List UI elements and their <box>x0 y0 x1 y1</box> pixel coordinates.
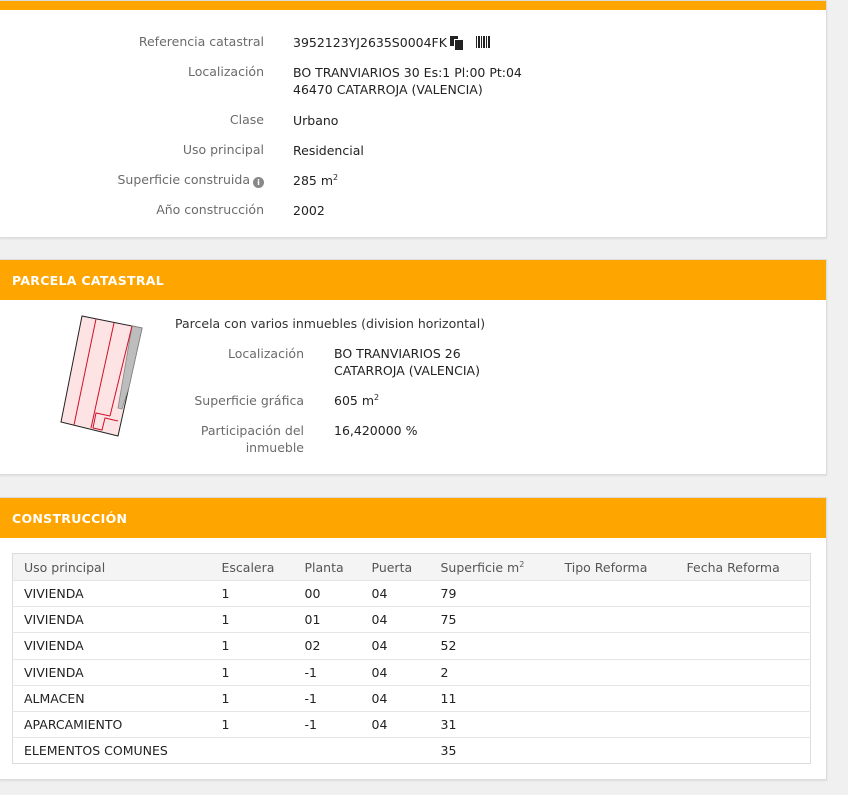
construccion-title: CONSTRUCCIÓN <box>0 498 826 538</box>
cell-escalera: 1 <box>211 607 294 633</box>
cell-planta: 01 <box>294 607 361 633</box>
cell-planta: -1 <box>294 685 361 711</box>
construccion-table <box>12 553 811 764</box>
cell-escalera: 1 <box>211 685 294 711</box>
cell-superficie: 11 <box>430 685 554 711</box>
superficie-label-row <box>0 172 264 188</box>
participacion-label-2: inmueble <box>245 440 304 455</box>
cell-fecha-reforma <box>676 711 811 737</box>
table-row <box>13 711 811 737</box>
table-row <box>13 633 811 659</box>
cell-tipo-reforma <box>554 633 676 659</box>
table-row <box>13 659 811 685</box>
cell-superficie: 31 <box>430 711 554 737</box>
header-tipo-reforma: Tipo Reforma <box>554 554 676 581</box>
cell-fecha-reforma <box>676 659 811 685</box>
parcela-panel <box>0 259 827 475</box>
parcela-superficie-label: Superficie gráfica <box>194 393 304 408</box>
cell-uso: VIVIENDA <box>13 659 211 685</box>
cell-tipo-reforma <box>554 607 676 633</box>
participacion-value: 16,420000 % <box>334 423 418 438</box>
parcela-localizacion-value <box>334 345 480 379</box>
cell-fecha-reforma <box>676 685 811 711</box>
referencia-value: 3952123YJ2635S0004FK <box>293 35 447 50</box>
cell-tipo-reforma <box>554 581 676 607</box>
superficie-sup: 2 <box>333 172 339 182</box>
panel-top-bar <box>0 1 826 10</box>
cell-puerta <box>361 738 430 764</box>
cell-tipo-reforma <box>554 685 676 711</box>
clase-label: Clase <box>229 112 264 127</box>
cell-superficie: 79 <box>430 581 554 607</box>
cell-planta: 00 <box>294 581 361 607</box>
cell-puerta: 04 <box>361 685 430 711</box>
cell-uso: ALMACEN <box>13 685 211 711</box>
cell-escalera <box>211 738 294 764</box>
barcode-icon[interactable] <box>476 36 490 48</box>
anio-label: Año construcción <box>156 202 264 217</box>
cell-escalera: 1 <box>211 581 294 607</box>
cell-uso: ELEMENTOS COMUNES <box>13 738 211 764</box>
anio-value: 2002 <box>293 203 325 218</box>
parcela-localizacion-line1: BO TRANVIARIOS 26 <box>334 346 461 361</box>
uso-value: Residencial <box>293 143 364 158</box>
table-row <box>13 738 811 764</box>
cell-escalera: 1 <box>211 633 294 659</box>
table-header-row <box>13 554 811 581</box>
cell-puerta: 04 <box>361 633 430 659</box>
cell-puerta: 04 <box>361 607 430 633</box>
participacion-label <box>0 422 304 456</box>
cell-fecha-reforma <box>676 607 811 633</box>
cell-escalera: 1 <box>211 711 294 737</box>
copy-icon[interactable] <box>450 36 462 49</box>
localizacion-value <box>293 64 522 98</box>
header-superficie <box>430 554 554 581</box>
cell-fecha-reforma <box>676 581 811 607</box>
header-planta: Planta <box>294 554 361 581</box>
referencia-label: Referencia catastral <box>138 34 264 49</box>
cell-fecha-reforma <box>676 738 811 764</box>
cell-tipo-reforma <box>554 738 676 764</box>
referencia-value-row <box>293 34 490 51</box>
localizacion-line1: BO TRANVIARIOS 30 Es:1 Pl:00 Pt:04 <box>293 65 522 80</box>
clase-value: Urbano <box>293 113 339 128</box>
cell-planta: -1 <box>294 659 361 685</box>
superficie-value: 285 m <box>293 173 334 188</box>
cell-uso: VIVIENDA <box>13 633 211 659</box>
parcela-title: PARCELA CATASTRAL <box>0 260 826 300</box>
header-superficie-sup: 2 <box>519 559 525 569</box>
table-row <box>13 607 811 633</box>
header-escalera: Escalera <box>211 554 294 581</box>
parcela-localizacion-line2: CATARROJA (VALENCIA) <box>334 363 480 378</box>
info-icon[interactable]: i <box>253 177 264 188</box>
header-superficie-label: Superficie m <box>440 559 520 575</box>
parcela-description: Parcela con varios inmuebles (division horizontal) <box>175 316 486 331</box>
cell-planta: 02 <box>294 633 361 659</box>
table-body <box>13 581 811 764</box>
cell-tipo-reforma <box>554 711 676 737</box>
superficie-value-row <box>293 172 338 189</box>
cell-puerta: 04 <box>361 581 430 607</box>
cell-superficie: 2 <box>430 659 554 685</box>
cell-planta: -1 <box>294 711 361 737</box>
cell-uso: VIVIENDA <box>13 607 211 633</box>
cell-superficie: 75 <box>430 607 554 633</box>
header-fecha-reforma: Fecha Reforma <box>676 554 811 581</box>
construccion-panel <box>0 497 827 780</box>
localizacion-line2: 46470 CATARROJA (VALENCIA) <box>293 82 483 97</box>
inmueble-panel <box>0 0 827 238</box>
superficie-label: Superficie construida <box>117 172 250 187</box>
uso-label: Uso principal <box>182 142 264 157</box>
header-puerta: Puerta <box>361 554 430 581</box>
cell-tipo-reforma <box>554 659 676 685</box>
cell-uso: VIVIENDA <box>13 581 211 607</box>
table-row <box>13 581 811 607</box>
cell-superficie: 52 <box>430 633 554 659</box>
parcela-superficie-row <box>334 392 379 409</box>
cell-puerta: 04 <box>361 659 430 685</box>
cell-escalera: 1 <box>211 659 294 685</box>
cell-planta <box>294 738 361 764</box>
header-uso: Uso principal <box>13 554 211 581</box>
cell-superficie: 35 <box>430 738 554 764</box>
parcela-superficie-value: 605 m <box>334 393 375 408</box>
table-row <box>13 685 811 711</box>
parcela-localizacion-label: Localización <box>227 346 304 361</box>
cell-fecha-reforma <box>676 633 811 659</box>
parcela-superficie-sup: 2 <box>374 392 380 402</box>
participacion-label-1: Participación del <box>200 423 304 438</box>
cell-puerta: 04 <box>361 711 430 737</box>
localizacion-label: Localización <box>187 64 264 79</box>
cell-uso: APARCAMIENTO <box>13 711 211 737</box>
